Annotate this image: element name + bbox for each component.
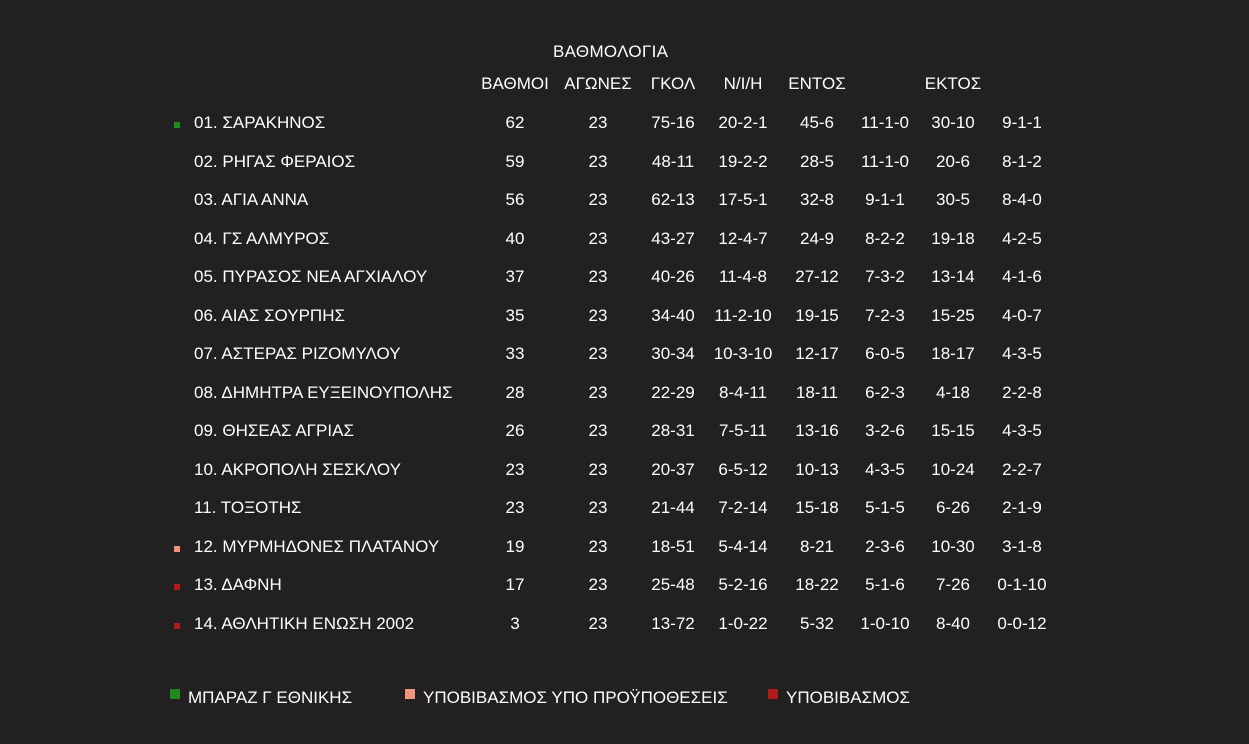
cell-points: 59	[505, 151, 525, 171]
cell-home-wdl: 3-2-6	[865, 421, 905, 440]
status-marker	[174, 546, 180, 552]
cell-games: 23	[588, 613, 608, 633]
cell-home-wdl: 5-1-6	[865, 575, 905, 594]
cell-goals: 75-16	[651, 113, 695, 132]
cell-home-goals: 8-21	[799, 536, 835, 556]
cell-games: 23	[588, 228, 608, 248]
cell-home-goals: 18-22	[795, 575, 839, 594]
cell-points: 3	[510, 613, 520, 633]
cell-home-wdl: 4-3-5	[865, 459, 905, 479]
cell-wdl: 5-2-16	[718, 575, 768, 594]
header-games: ΑΓΩΝΕΣ	[564, 74, 632, 93]
cell-games: 23	[588, 421, 608, 440]
cell-away-goals: 4-18	[935, 382, 971, 402]
cell-wdl: 1-0-22	[718, 613, 768, 633]
header-wdl: Ν/Ι/Η	[723, 74, 763, 93]
cell-home-goals: 13-16	[795, 421, 839, 440]
cell-home-wdl: 6-0-5	[865, 344, 905, 363]
cell-points: 28	[505, 382, 525, 402]
cell-home-goals: 32-8	[799, 190, 835, 209]
cell-away-wdl: 0-1-10	[997, 575, 1047, 594]
cell-wdl: 12-4-7	[718, 228, 768, 248]
team-name: 05. ΠΥΡΑΣΟΣ ΝΕΑ ΑΓΧΙΑΛΟΥ	[194, 267, 428, 286]
cell-home-wdl: 1-0-10	[860, 613, 910, 633]
cell-home-wdl: 6-2-3	[865, 382, 905, 402]
cell-wdl: 11-2-10	[714, 305, 772, 325]
team-name: 08. ΔΗΜΗΤΡΑ ΕΥΞΕΙΝΟΥΠΟΛΗΣ	[194, 382, 453, 402]
cell-away-wdl: 8-1-2	[1002, 151, 1042, 171]
cell-away-wdl: 2-2-7	[1002, 459, 1042, 479]
cell-wdl: 10-3-10	[713, 344, 773, 363]
cell-goals: 34-40	[651, 305, 695, 325]
table-row	[0, 459, 1249, 489]
standings-title: ΒΑΘΜΟΛΟΓΙΑ	[553, 42, 669, 61]
cell-games: 23	[588, 382, 608, 402]
team-name: 03. ΑΓΙΑ ΑΝΝΑ	[194, 190, 309, 209]
team-name: 06. ΑΙΑΣ ΣΟΥΡΠΗΣ	[194, 305, 345, 325]
cell-points: 19	[505, 536, 525, 556]
cell-home-goals: 27-12	[795, 267, 839, 286]
cell-away-goals: 8-40	[935, 613, 971, 633]
cell-away-goals: 15-25	[931, 305, 975, 325]
cell-away-wdl: 8-4-0	[1002, 190, 1042, 209]
cell-away-wdl: 2-2-8	[1002, 382, 1042, 402]
cell-goals: 28-31	[651, 421, 695, 440]
cell-goals: 18-51	[651, 536, 695, 556]
table-row	[0, 536, 1249, 566]
legend-swatch	[405, 689, 415, 699]
cell-games: 23	[588, 575, 608, 594]
cell-away-wdl: 3-1-8	[1002, 536, 1042, 556]
cell-points: 62	[505, 113, 525, 132]
cell-goals: 43-27	[651, 228, 695, 248]
status-marker	[174, 623, 180, 629]
cell-away-wdl: 4-1-6	[1002, 267, 1042, 286]
team-name: 02. ΡΗΓΑΣ ΦΕΡΑΙΟΣ	[194, 151, 356, 171]
cell-games: 23	[588, 305, 608, 325]
cell-away-wdl: 4-2-5	[1002, 228, 1042, 248]
cell-home-goals: 15-18	[795, 498, 839, 517]
header-home: ΕΝΤΟΣ	[788, 74, 846, 93]
team-name: 11. ΤΟΞΟΤΗΣ	[194, 498, 302, 517]
cell-games: 23	[588, 190, 608, 209]
cell-goals: 62-13	[651, 190, 695, 209]
cell-home-goals: 12-17	[795, 344, 839, 363]
cell-points: 33	[505, 344, 525, 363]
cell-games: 23	[588, 536, 608, 556]
cell-goals: 40-26	[651, 267, 695, 286]
cell-points: 23	[505, 498, 525, 517]
table-row	[0, 305, 1249, 335]
header-away: ΕΚΤΟΣ	[924, 74, 982, 93]
status-marker	[174, 122, 180, 128]
table-row	[0, 189, 1249, 219]
cell-home-wdl: 7-2-3	[865, 305, 905, 325]
cell-wdl: 6-5-12	[718, 459, 768, 479]
cell-home-wdl: 11-1-0	[861, 113, 909, 132]
team-name: 12. ΜΥΡΜΗΔΟΝΕΣ ΠΛΑΤΑΝΟΥ	[194, 536, 440, 556]
cell-wdl: 17-5-1	[718, 190, 768, 209]
cell-away-goals: 10-24	[931, 459, 975, 479]
table-row	[0, 574, 1249, 604]
cell-wdl: 7-2-14	[718, 498, 768, 517]
legend-label: ΥΠΟΒΙΒΑΣΜΟΣ	[786, 688, 910, 707]
cell-away-wdl: 4-3-5	[1002, 344, 1042, 363]
cell-points: 35	[505, 305, 525, 325]
cell-home-wdl: 9-1-1	[865, 190, 905, 209]
cell-home-wdl: 7-3-2	[865, 267, 905, 286]
cell-games: 23	[588, 459, 608, 479]
table-row	[0, 112, 1249, 142]
team-name: 09. ΘΗΣΕΑΣ ΑΓΡΙΑΣ	[194, 421, 354, 440]
legend-swatch	[768, 689, 778, 699]
cell-points: 26	[505, 421, 525, 440]
cell-home-goals: 19-15	[795, 305, 839, 325]
cell-wdl: 11-4-8	[719, 267, 767, 286]
cell-home-wdl: 8-2-2	[865, 228, 905, 248]
cell-goals: 22-29	[651, 382, 695, 402]
team-name: 07. ΑΣΤΕΡΑΣ ΡΙΖΟΜΥΛΟΥ	[194, 344, 401, 363]
table-row	[0, 228, 1249, 258]
cell-points: 17	[505, 575, 525, 594]
cell-away-goals: 19-18	[931, 228, 975, 248]
cell-away-goals: 15-15	[931, 421, 975, 440]
cell-goals: 21-44	[651, 498, 695, 517]
cell-away-goals: 6-26	[935, 498, 971, 517]
cell-points: 23	[505, 459, 525, 479]
header-goals: ΓΚΟΛ	[650, 74, 696, 93]
cell-away-goals: 7-26	[935, 575, 971, 594]
cell-away-goals: 10-30	[931, 536, 975, 556]
team-name: 04. ΓΣ ΑΛΜΥΡΟΣ	[194, 228, 330, 248]
table-row	[0, 497, 1249, 527]
cell-home-wdl: 11-1-0	[861, 151, 909, 171]
cell-wdl: 7-5-11	[719, 421, 767, 440]
cell-games: 23	[588, 267, 608, 286]
cell-games: 23	[588, 344, 608, 363]
cell-away-goals: 30-10	[931, 113, 975, 132]
cell-home-wdl: 5-1-5	[865, 498, 905, 517]
cell-points: 56	[505, 190, 525, 209]
table-row	[0, 151, 1249, 181]
cell-goals: 30-34	[651, 344, 695, 363]
cell-home-goals: 24-9	[799, 228, 835, 248]
cell-away-wdl: 4-0-7	[1002, 305, 1042, 325]
cell-games: 23	[588, 498, 608, 517]
cell-points: 37	[505, 267, 525, 286]
cell-wdl: 19-2-2	[718, 151, 768, 171]
cell-away-goals: 18-17	[931, 344, 975, 363]
cell-games: 23	[588, 113, 608, 132]
team-name: 01. ΣΑΡΑΚΗΝΟΣ	[194, 113, 326, 132]
cell-away-goals: 30-5	[935, 190, 971, 209]
table-row	[0, 343, 1249, 373]
cell-goals: 20-37	[651, 459, 695, 479]
legend-swatch	[170, 689, 180, 699]
table-row	[0, 613, 1249, 643]
cell-wdl: 8-4-11	[719, 382, 767, 402]
cell-points: 40	[505, 228, 525, 248]
cell-home-goals: 45-6	[799, 113, 835, 132]
cell-home-goals: 10-13	[795, 459, 839, 479]
legend-label: ΜΠΑΡΑΖ Γ ΕΘΝΙΚΗΣ	[188, 688, 353, 707]
cell-goals: 13-72	[651, 613, 695, 633]
cell-away-wdl: 4-3-5	[1002, 421, 1042, 440]
cell-away-wdl: 9-1-1	[1002, 113, 1042, 132]
cell-home-goals: 18-11	[795, 382, 839, 402]
team-name: 13. ΔΑΦΝΗ	[194, 575, 282, 594]
status-marker	[174, 584, 180, 590]
cell-away-wdl: 0-0-12	[997, 613, 1047, 633]
cell-home-wdl: 2-3-6	[865, 536, 905, 556]
cell-games: 23	[588, 151, 608, 171]
cell-home-goals: 28-5	[799, 151, 835, 171]
cell-goals: 25-48	[651, 575, 695, 594]
cell-away-wdl: 2-1-9	[1002, 498, 1042, 517]
table-row	[0, 420, 1249, 450]
cell-goals: 48-11	[651, 151, 695, 171]
cell-wdl: 20-2-1	[718, 113, 768, 132]
header-points: ΒΑΘΜΟΙ	[481, 74, 549, 93]
team-name: 14. ΑΘΛΗΤΙΚΗ ΕΝΩΣΗ 2002	[194, 613, 415, 633]
table-row	[0, 382, 1249, 412]
cell-away-goals: 20-6	[935, 151, 971, 171]
cell-away-goals: 13-14	[931, 267, 975, 286]
cell-home-goals: 5-32	[799, 613, 835, 633]
team-name: 10. ΑΚΡΟΠΟΛΗ ΣΕΣΚΛΟΥ	[194, 459, 401, 479]
cell-wdl: 5-4-14	[718, 536, 768, 556]
legend-label: ΥΠΟΒΙΒΑΣΜΟΣ ΥΠΟ ΠΡΟΫΠΟΘΕΣΕΙΣ	[423, 688, 728, 707]
table-row	[0, 266, 1249, 296]
